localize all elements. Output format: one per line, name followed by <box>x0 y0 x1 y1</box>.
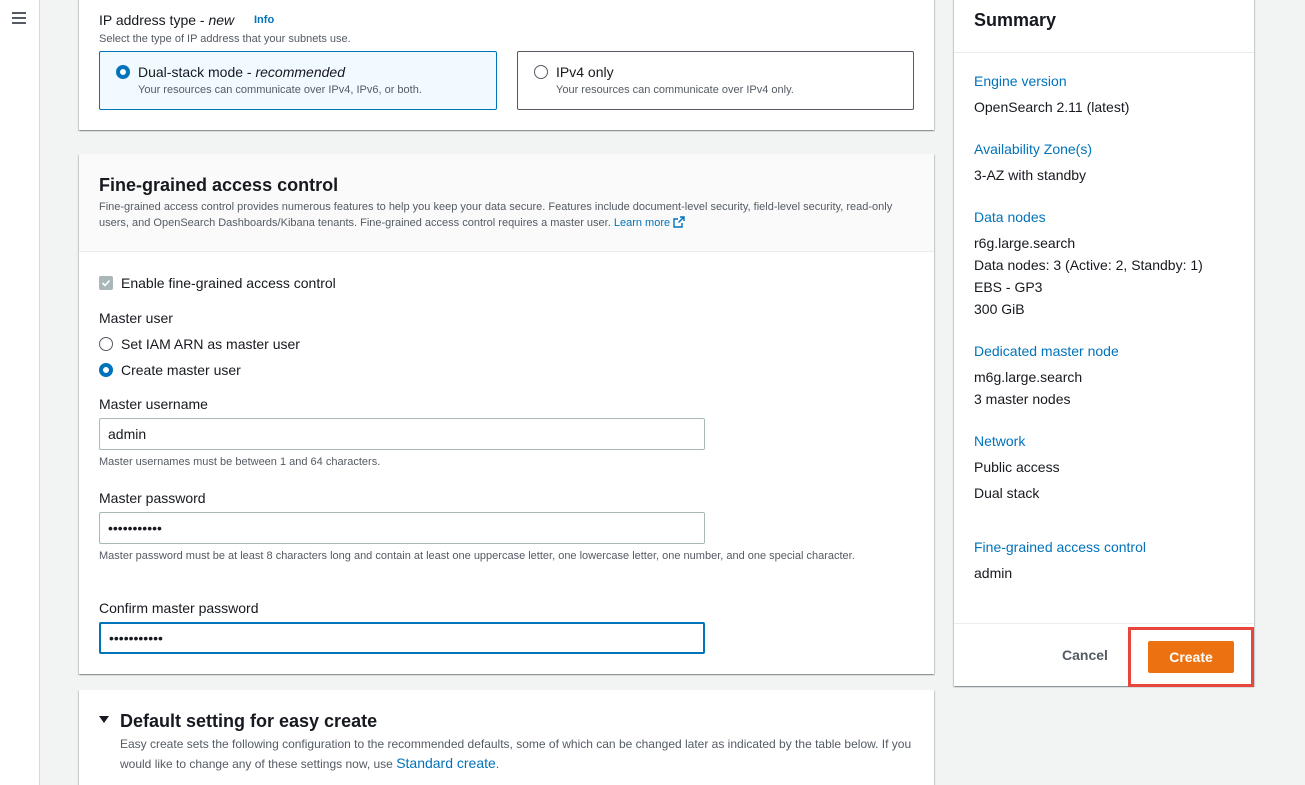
ipv4-only-description: Your resources can communicate over IPv4 only. <box>556 84 794 96</box>
summary-title: Summary <box>974 10 1057 30</box>
info-link[interactable]: Info <box>254 14 275 26</box>
dual-stack-mode-tile[interactable] <box>99 51 497 110</box>
network-access: Public access <box>974 459 1060 475</box>
default-setting-title[interactable]: Default setting for easy create <box>120 711 378 731</box>
fine-grained-access-control-panel <box>79 154 934 674</box>
dual-stack-radio[interactable] <box>116 65 130 79</box>
master-password-label: Master password <box>99 490 206 506</box>
summary-header <box>954 0 1254 53</box>
network-ip-type: Dual stack <box>974 485 1040 501</box>
dual-stack-title: Dual-stack mode - recommended <box>138 64 345 80</box>
enable-fgac-label: Enable fine-grained access control <box>121 275 336 291</box>
set-iam-arn-label: Set IAM ARN as master user <box>121 336 300 352</box>
ip-address-type-panel <box>79 0 934 130</box>
dedicated-master-count: 3 master nodes <box>974 391 1071 407</box>
create-master-user-radio[interactable] <box>99 363 113 377</box>
default-setting-panel <box>79 690 934 785</box>
data-nodes-key: Data nodes <box>974 209 1046 225</box>
engine-version-key: Engine version <box>974 73 1067 89</box>
caret-down-icon[interactable] <box>99 716 109 723</box>
ip-address-type-description: Select the type of IP address that your subnets use. <box>99 33 351 45</box>
master-password-input[interactable] <box>99 512 705 544</box>
master-password-hint: Master password must be at least 8 characters long and contain at least one uppercase letter, one lowercase letter, one number, and one special character. <box>99 550 855 562</box>
cancel-button[interactable]: Cancel <box>1062 647 1108 663</box>
summary-footer-divider <box>954 623 1254 624</box>
availability-zones-key: Availability Zone(s) <box>974 141 1093 157</box>
standard-create-link[interactable]: Standard create <box>396 755 496 771</box>
master-user-label: Master user <box>99 310 173 326</box>
learn-more-link[interactable]: Learn more <box>614 217 685 229</box>
create-master-user-label: Create master user <box>121 362 241 378</box>
enable-fgac-checkbox[interactable] <box>99 276 113 290</box>
master-username-input[interactable] <box>99 418 705 450</box>
menu-icon[interactable] <box>12 12 26 24</box>
fgac-summary-key: Fine-grained access control <box>974 539 1146 555</box>
fgac-header <box>79 154 934 252</box>
dedicated-master-key: Dedicated master node <box>974 343 1119 359</box>
availability-zones-value: 3-AZ with standby <box>974 167 1087 183</box>
ipv4-only-tile[interactable] <box>517 51 914 110</box>
ip-address-type-label: IP address type - new <box>99 12 235 28</box>
ipv4-only-title: IPv4 only <box>556 64 614 80</box>
network-key: Network <box>974 433 1026 449</box>
data-nodes-storage-type: EBS - GP3 <box>974 279 1043 295</box>
data-nodes-instance: r6g.large.search <box>974 235 1076 251</box>
default-setting-description: Easy create sets the following configuration to the recommended defaults, some of which can be changed later as indicated by the table below. If you would like to change any of these settings now, use Standard create. <box>120 737 912 771</box>
master-username-label: Master username <box>99 396 208 412</box>
data-nodes-storage-size: 300 GiB <box>974 301 1025 317</box>
fgac-title: Fine-grained access control <box>99 175 339 195</box>
ipv4-only-radio[interactable] <box>534 65 548 79</box>
fgac-summary-value: admin <box>974 565 1013 581</box>
summary-panel <box>954 0 1254 686</box>
external-link-icon <box>673 216 685 228</box>
check-icon <box>101 278 111 288</box>
dedicated-master-instance: m6g.large.search <box>974 369 1083 385</box>
create-button[interactable]: Create <box>1148 641 1234 673</box>
fgac-description: Fine-grained access control provides numerous features to help you keep your data secure. Features include document-level security, field-level security, read-only users, and OpenSearch Dashboards/Kibana tenants. Fine-grained access control requires a master user. Learn more <box>99 201 893 229</box>
confirm-password-label: Confirm master password <box>99 600 259 616</box>
left-nav-rail <box>0 0 40 785</box>
master-username-hint: Master usernames must be between 1 and 64 characters. <box>99 456 381 468</box>
dual-stack-description: Your resources can communicate over IPv4, IPv6, or both. <box>138 84 422 96</box>
set-iam-arn-radio[interactable] <box>99 337 113 351</box>
confirm-password-input[interactable] <box>99 622 705 654</box>
engine-version-value: OpenSearch 2.11 (latest) <box>974 99 1130 115</box>
data-nodes-count: Data nodes: 3 (Active: 2, Standby: 1) <box>974 257 1203 273</box>
